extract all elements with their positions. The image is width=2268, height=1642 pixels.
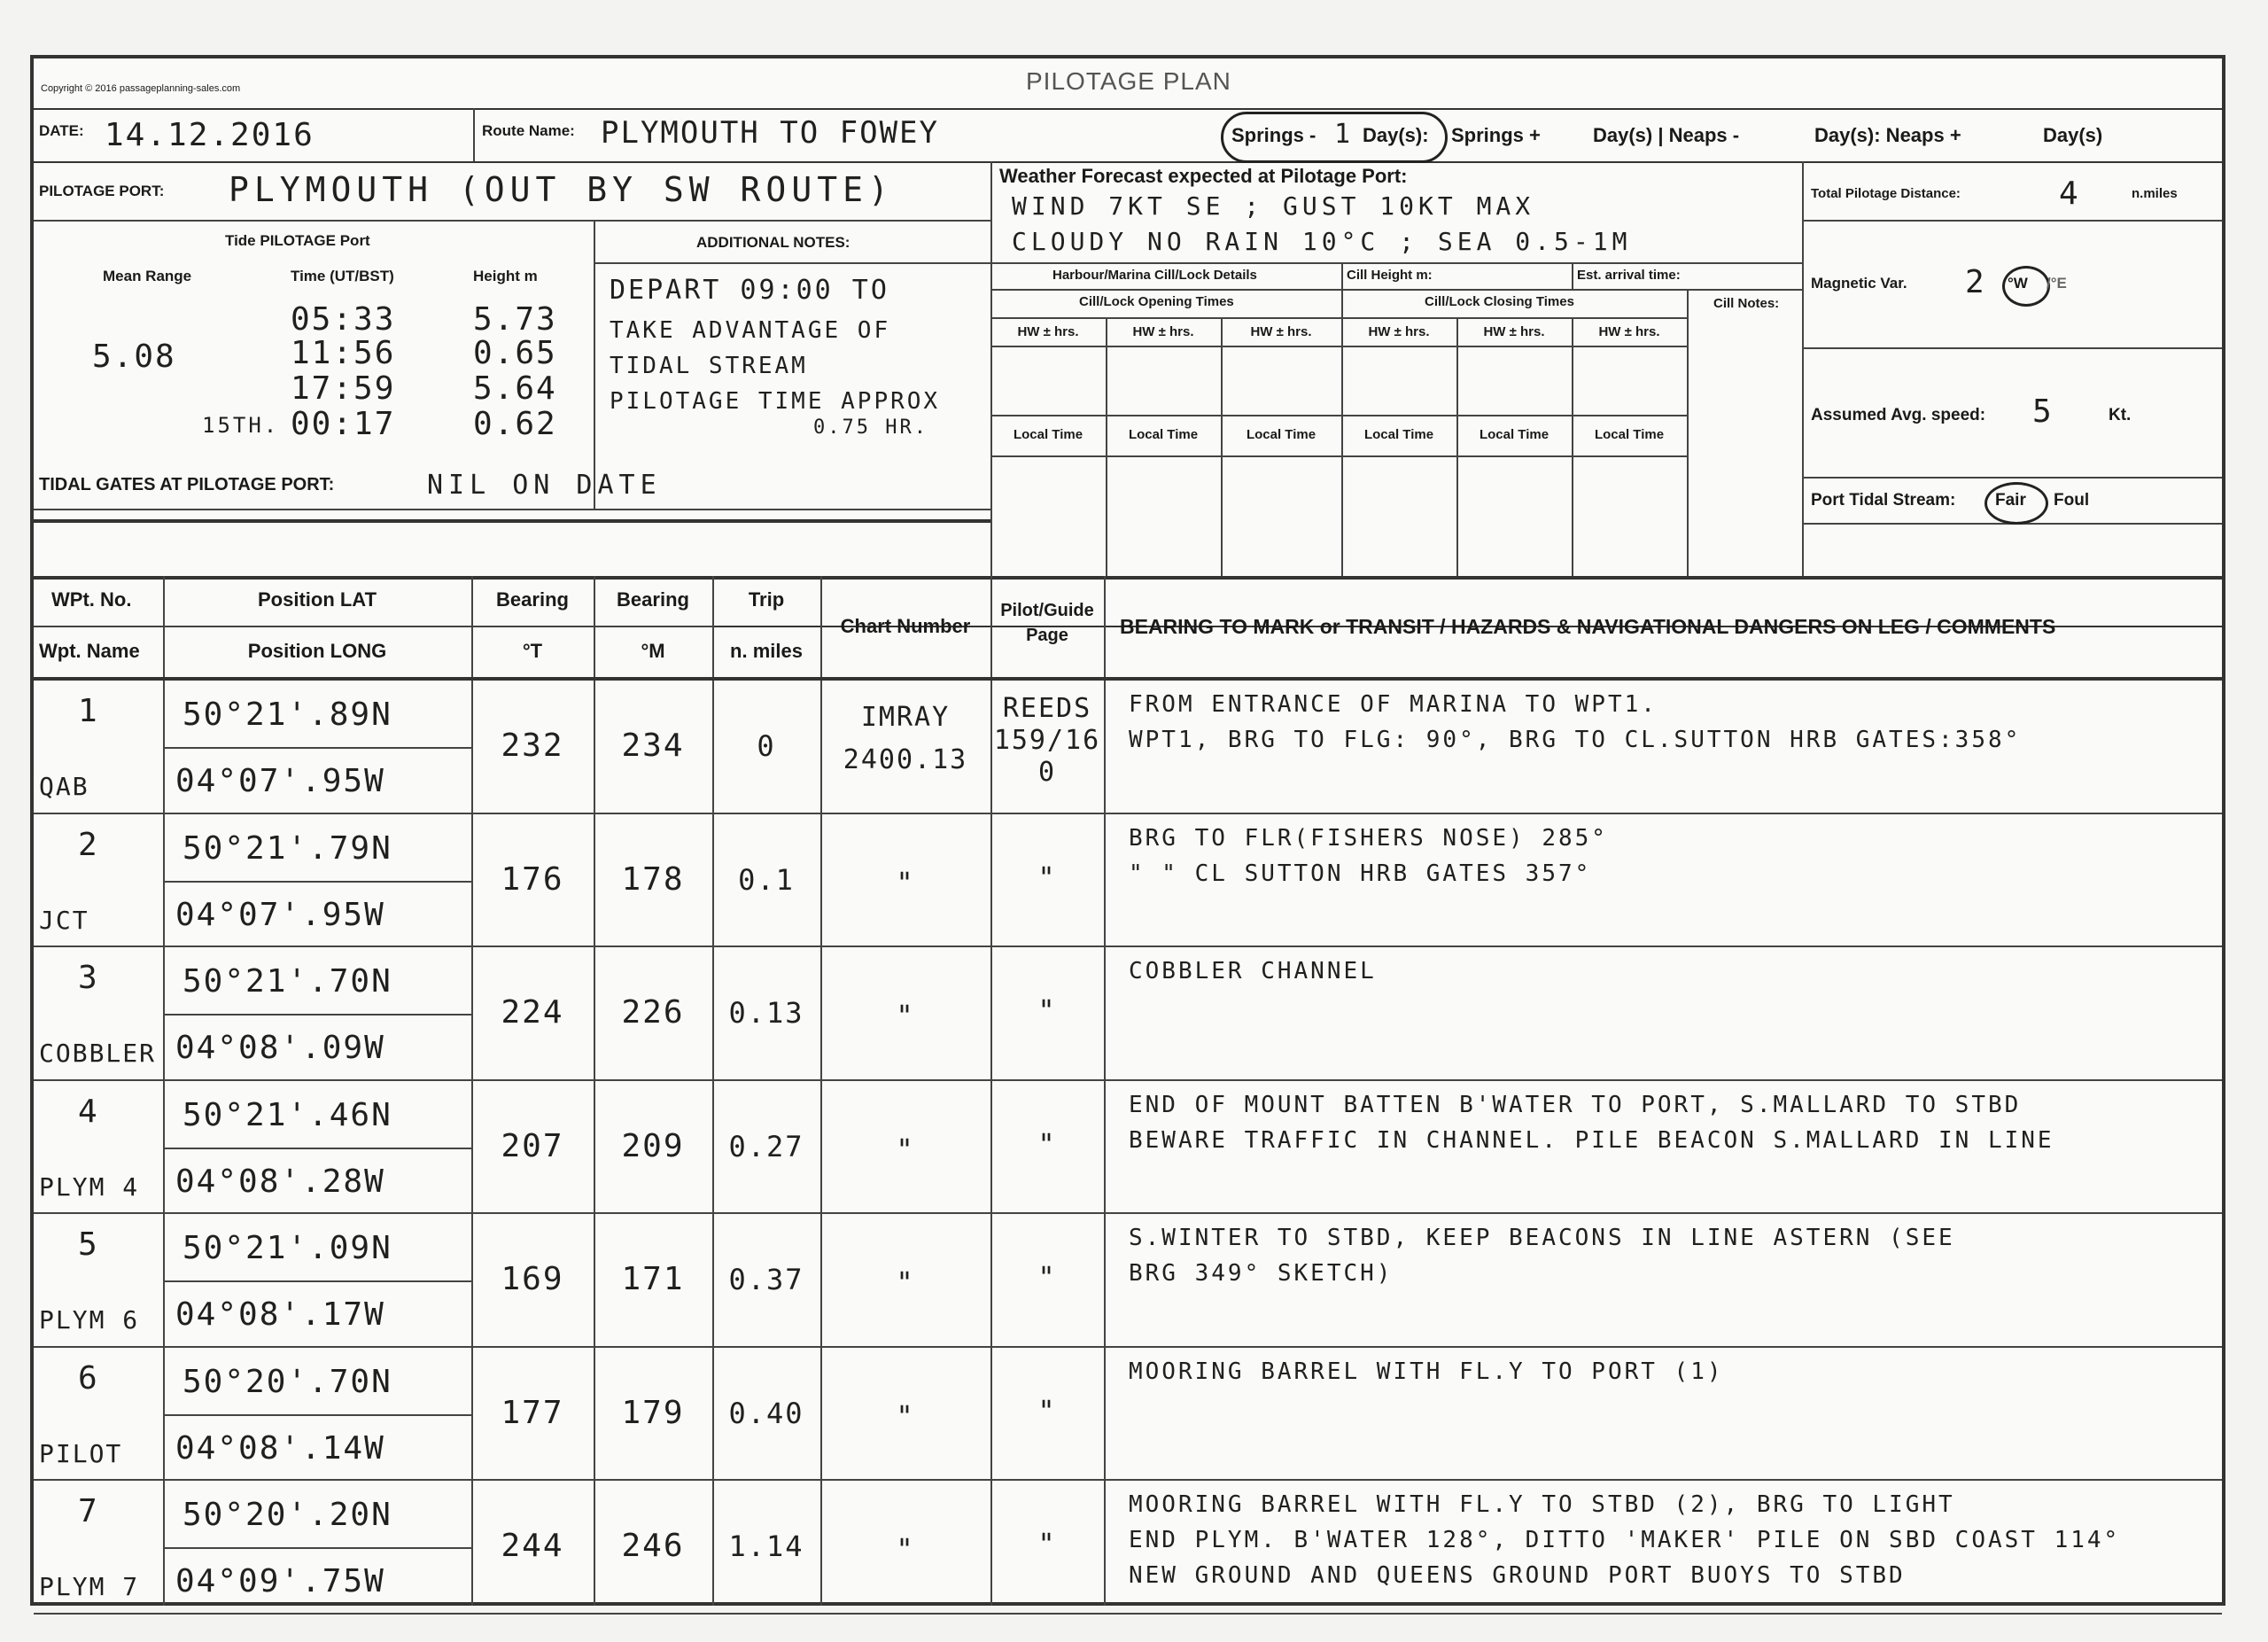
bearing-true: 232 bbox=[501, 728, 564, 764]
bearing-true: 169 bbox=[501, 1261, 564, 1297]
waypoint-name: JCT bbox=[39, 906, 89, 935]
pilot-page: " bbox=[1037, 1127, 1057, 1161]
tidal-stream-label: Port Tidal Stream: bbox=[1811, 491, 1956, 510]
cill-height-label: Cill Height m: bbox=[1347, 268, 1433, 283]
bearing-true: 177 bbox=[501, 1395, 564, 1431]
waypoint-name: PLYM 7 bbox=[39, 1572, 140, 1601]
row-mid-spacer bbox=[34, 747, 163, 749]
comment-line: S.WINTER TO STBD, KEEP BEACONS IN LINE ASTERN (SEE bbox=[1129, 1225, 1955, 1251]
local-time-label: Local Time bbox=[1246, 427, 1317, 442]
local-time-label: Local Time bbox=[1594, 427, 1665, 442]
weather-label: Weather Forecast expected at Pilotage Port: bbox=[999, 165, 1408, 187]
days-neaps-minus-label: Day(s) | Neaps - bbox=[1593, 124, 1740, 146]
speed-unit: Kt. bbox=[2109, 406, 2132, 424]
magnetic-var-west: °W bbox=[2008, 275, 2028, 292]
col-wpt-name: Wpt. Name bbox=[39, 640, 140, 662]
tidal-gates-value: NIL ON DATE bbox=[427, 470, 662, 501]
notes-line: TAKE ADVANTAGE OF bbox=[610, 317, 891, 344]
cill-closing-label: Cill/Lock Closing Times bbox=[1425, 294, 1574, 309]
row-mid-spacer bbox=[34, 1414, 163, 1416]
trip-distance: 1.14 bbox=[728, 1529, 804, 1563]
notes-line: PILOTAGE TIME APPROX bbox=[610, 388, 941, 415]
row-divider bbox=[34, 1613, 2222, 1615]
hw-label: HW ± hrs. bbox=[1483, 324, 1545, 339]
cill-opening-label: Cill/Lock Opening Times bbox=[1079, 294, 1234, 309]
waypoint-number: 1 bbox=[78, 693, 99, 729]
hw-label: HW ± hrs. bbox=[1368, 324, 1430, 339]
waypoint-number: 6 bbox=[78, 1360, 99, 1397]
position-lat: 50°21'.09N bbox=[183, 1230, 392, 1266]
total-distance-value: 4 bbox=[2059, 175, 2080, 212]
pilotage-port-value: PLYMOUTH (OUT BY SW ROUTE) bbox=[229, 170, 894, 209]
trip-distance: 0 bbox=[757, 729, 776, 763]
col-chart-number: Chart Number bbox=[840, 615, 971, 637]
bearing-magnetic: 178 bbox=[621, 861, 685, 898]
row-mid-divider bbox=[163, 747, 471, 749]
waypoint-number: 4 bbox=[78, 1093, 99, 1130]
pilot-page: " bbox=[1037, 860, 1057, 894]
notes-line: DEPART 09:00 TO bbox=[610, 275, 889, 306]
trip-distance: 0.40 bbox=[728, 1397, 804, 1430]
row-mid-divider bbox=[163, 881, 471, 883]
tide-time: 05:33 bbox=[291, 301, 396, 338]
days-label-4: Day(s) bbox=[2043, 124, 2103, 146]
position-lat: 50°20'.20N bbox=[183, 1497, 392, 1533]
tide-mean-range-value: 5.08 bbox=[92, 339, 176, 375]
hw-label: HW ± hrs. bbox=[1017, 324, 1079, 339]
bearing-true: 224 bbox=[501, 994, 564, 1031]
page-title: PILOTAGE PLAN bbox=[1026, 67, 1231, 95]
row-divider bbox=[34, 1079, 2222, 1081]
chart-number: " bbox=[896, 1399, 915, 1433]
notes-label: ADDITIONAL NOTES: bbox=[696, 234, 850, 251]
tide-height: 0.65 bbox=[473, 335, 557, 371]
hw-label: HW ± hrs. bbox=[1598, 324, 1660, 339]
trip-distance: 0.27 bbox=[728, 1130, 804, 1163]
comment-line: BRG 349° SKETCH) bbox=[1129, 1260, 1394, 1287]
pilot-page: " bbox=[1037, 993, 1057, 1027]
tide-mean-range-label: Mean Range bbox=[103, 268, 192, 284]
total-distance-label: Total Pilotage Distance: bbox=[1811, 186, 1961, 201]
route-value: PLYMOUTH TO FOWEY bbox=[601, 115, 939, 151]
tide-title: Tide PILOTAGE Port bbox=[225, 232, 370, 249]
trip-distance: 0.37 bbox=[728, 1263, 804, 1296]
position-long: 04°08'.28W bbox=[175, 1163, 385, 1200]
hw-label: HW ± hrs. bbox=[1132, 324, 1194, 339]
tide-row-prefix: 15TH. bbox=[202, 413, 280, 438]
cill-arrival-label: Est. arrival time: bbox=[1577, 268, 1681, 283]
col-position-long: Position LONG bbox=[247, 640, 387, 662]
row-mid-spacer bbox=[34, 1014, 163, 1016]
local-time-label: Local Time bbox=[1013, 427, 1084, 442]
tide-time: 00:17 bbox=[291, 406, 396, 442]
row-mid-spacer bbox=[34, 881, 163, 883]
notes-line: TIDAL STREAM bbox=[610, 353, 808, 379]
bearing-magnetic: 171 bbox=[621, 1261, 685, 1297]
cill-notes-label: Cill Notes: bbox=[1713, 296, 1780, 311]
col-trip-unit: n. miles bbox=[730, 640, 803, 662]
comment-line: BEWARE TRAFFIC IN CHANNEL. PILE BEACON S.MALLARD IN LINE bbox=[1129, 1127, 2054, 1154]
col-wpt-no: WPt. No. bbox=[51, 588, 132, 611]
route-label: Route Name: bbox=[482, 122, 575, 139]
col-bearing-t: Bearing bbox=[496, 588, 569, 611]
tide-time: 11:56 bbox=[291, 335, 396, 371]
tidal-gates-label: TIDAL GATES AT PILOTAGE PORT: bbox=[39, 475, 335, 494]
local-time-label: Local Time bbox=[1479, 427, 1550, 442]
waypoint-number: 7 bbox=[78, 1493, 99, 1529]
position-long: 04°07'.95W bbox=[175, 763, 385, 799]
trip-distance: 0.13 bbox=[728, 996, 804, 1030]
bearing-magnetic: 209 bbox=[621, 1128, 685, 1164]
comment-line: BRG TO FLR(FISHERS NOSE) 285° bbox=[1129, 825, 1608, 852]
comment-line: END PLYM. B'WATER 128°, DITTO 'MAKER' PILE ON SBD COAST 114° bbox=[1129, 1527, 2121, 1553]
row-divider bbox=[34, 1212, 2222, 1214]
tide-time: 17:59 bbox=[291, 370, 396, 407]
weather-line-2: CLOUDY NO RAIN 10°C ; SEA 0.5-1M bbox=[1012, 227, 1632, 256]
waypoint-number: 2 bbox=[78, 827, 99, 863]
cill-harbour-label: Harbour/Marina Cill/Lock Details bbox=[1052, 268, 1257, 283]
speed-label: Assumed Avg. speed: bbox=[1811, 406, 1986, 424]
pilot-page: " bbox=[1037, 1527, 1057, 1560]
chart-number: IMRAY 2400.13 bbox=[843, 702, 968, 775]
row-divider bbox=[34, 946, 2222, 947]
col-position-lat: Position LAT bbox=[257, 588, 377, 611]
pilot-page: " bbox=[1037, 1394, 1057, 1428]
tide-height: 0.62 bbox=[473, 406, 557, 442]
position-lat: 50°21'.89N bbox=[183, 696, 392, 733]
tidal-stream-fair: Fair bbox=[1995, 491, 2026, 510]
col-trip: Trip bbox=[748, 588, 785, 611]
springs-plus-label: Springs + bbox=[1451, 124, 1541, 146]
tide-height-label: Height m bbox=[473, 268, 538, 284]
col-pilot-guide: Pilot/Guide bbox=[1000, 601, 1094, 620]
trip-distance: 0.1 bbox=[738, 863, 795, 897]
row-mid-divider bbox=[163, 1414, 471, 1416]
date-value: 14.12.2016 bbox=[105, 117, 315, 153]
local-time-label: Local Time bbox=[1363, 427, 1434, 442]
days-neaps-plus-label: Day(s): Neaps + bbox=[1814, 124, 1961, 146]
row-divider bbox=[34, 813, 2222, 814]
chart-number: " bbox=[896, 1132, 915, 1166]
position-lat: 50°21'.70N bbox=[183, 963, 392, 1000]
row-mid-spacer bbox=[34, 1148, 163, 1149]
position-long: 04°08'.09W bbox=[175, 1030, 385, 1066]
bearing-magnetic: 179 bbox=[621, 1395, 685, 1431]
speed-value: 5 bbox=[2032, 393, 2054, 430]
waypoint-name: PLYM 6 bbox=[39, 1305, 140, 1335]
col-bearing-m-unit: °M bbox=[641, 640, 665, 662]
tidal-stream-foul: Foul bbox=[2054, 491, 2090, 510]
row-mid-divider bbox=[163, 1148, 471, 1149]
position-long: 04°08'.17W bbox=[175, 1296, 385, 1333]
bearing-true: 176 bbox=[501, 861, 564, 898]
tide-height: 5.73 bbox=[473, 301, 557, 338]
row-divider bbox=[34, 1479, 2222, 1481]
copyright: Copyright © 2016 passageplanning-sales.com bbox=[41, 83, 241, 94]
local-time-label: Local Time bbox=[1128, 427, 1199, 442]
row-mid-divider bbox=[163, 1280, 471, 1282]
bearing-magnetic: 226 bbox=[621, 994, 685, 1031]
waypoint-name: PLYM 4 bbox=[39, 1172, 140, 1202]
row-mid-divider bbox=[163, 1547, 471, 1549]
magnetic-var-value: 2 bbox=[1965, 264, 1986, 300]
comment-line: END OF MOUNT BATTEN B'WATER TO PORT, S.MALLARD TO STBD bbox=[1129, 1092, 2022, 1118]
notes-duration: 0.75 HR. bbox=[813, 416, 928, 439]
pilotage-plan-sheet bbox=[30, 55, 2225, 1606]
pilotage-port-label: PILOTAGE PORT: bbox=[39, 183, 165, 199]
date-label: DATE: bbox=[39, 122, 84, 139]
waypoint-number: 5 bbox=[78, 1226, 99, 1263]
position-lat: 50°21'.79N bbox=[183, 830, 392, 867]
waypoint-number: 3 bbox=[78, 960, 99, 996]
bearing-magnetic: 234 bbox=[621, 728, 685, 764]
row-mid-divider bbox=[163, 1014, 471, 1016]
position-long: 04°08'.14W bbox=[175, 1430, 385, 1467]
bearing-true: 244 bbox=[501, 1528, 564, 1564]
col-bearing-t-unit: °T bbox=[522, 640, 543, 662]
waypoint-name: PILOT bbox=[39, 1439, 123, 1468]
col-comments: BEARING TO MARK or TRANSIT / HAZARDS & NAVIGATIONAL DANGERS ON LEG / COMMENTS bbox=[1120, 615, 2056, 638]
comment-line: WPT1, BRG TO FLG: 90°, BRG TO CL.SUTTON HRB GATES:358° bbox=[1129, 727, 2022, 753]
springs-minus-label: Springs - bbox=[1231, 124, 1317, 146]
position-long: 04°09'.75W bbox=[175, 1563, 385, 1599]
hw-label: HW ± hrs. bbox=[1250, 324, 1312, 339]
bearing-true: 207 bbox=[501, 1128, 564, 1164]
chart-number: " bbox=[896, 999, 915, 1032]
comment-line: MOORING BARREL WITH FL.Y TO PORT (1) bbox=[1129, 1358, 1724, 1385]
springs-minus-value: 1 bbox=[1334, 119, 1353, 150]
chart-number: " bbox=[896, 1532, 915, 1566]
position-lat: 50°20'.70N bbox=[183, 1364, 392, 1400]
waypoint-name: QAB bbox=[39, 772, 89, 801]
weather-line-1: WIND 7KT SE ; GUST 10KT MAX bbox=[1012, 191, 1535, 221]
col-pilot-page: Page bbox=[1026, 626, 1068, 645]
days-label-1: Day(s): bbox=[1363, 124, 1429, 146]
pilot-page: REEDS 159/160 bbox=[993, 693, 1101, 788]
magnetic-var-east: /°E bbox=[2047, 275, 2067, 292]
row-divider bbox=[34, 1346, 2222, 1348]
position-long: 04°07'.95W bbox=[175, 897, 385, 933]
chart-number: " bbox=[896, 1265, 915, 1299]
tide-height: 5.64 bbox=[473, 370, 557, 407]
total-distance-unit: n.miles bbox=[2132, 186, 2178, 201]
magnetic-var-label: Magnetic Var. bbox=[1811, 275, 1907, 292]
tide-time-label: Time (UT/BST) bbox=[291, 268, 394, 284]
chart-number: " bbox=[896, 866, 915, 899]
comment-line: COBBLER CHANNEL bbox=[1129, 958, 1377, 984]
comment-line: " " CL SUTTON HRB GATES 357° bbox=[1129, 860, 1592, 887]
pilot-page: " bbox=[1037, 1260, 1057, 1294]
bearing-magnetic: 246 bbox=[621, 1528, 685, 1564]
col-bearing-m: Bearing bbox=[617, 588, 689, 611]
row-mid-spacer bbox=[34, 1547, 163, 1549]
position-lat: 50°21'.46N bbox=[183, 1097, 392, 1133]
comment-line: MOORING BARREL WITH FL.Y TO STBD (2), BRG TO LIGHT bbox=[1129, 1491, 1955, 1518]
row-mid-spacer bbox=[34, 1280, 163, 1282]
comment-line: NEW GROUND AND QUEENS GROUND PORT BUOYS TO STBD bbox=[1129, 1562, 1906, 1589]
waypoint-name: COBBLER bbox=[39, 1039, 157, 1068]
comment-line: FROM ENTRANCE OF MARINA TO WPT1. bbox=[1129, 691, 1658, 718]
